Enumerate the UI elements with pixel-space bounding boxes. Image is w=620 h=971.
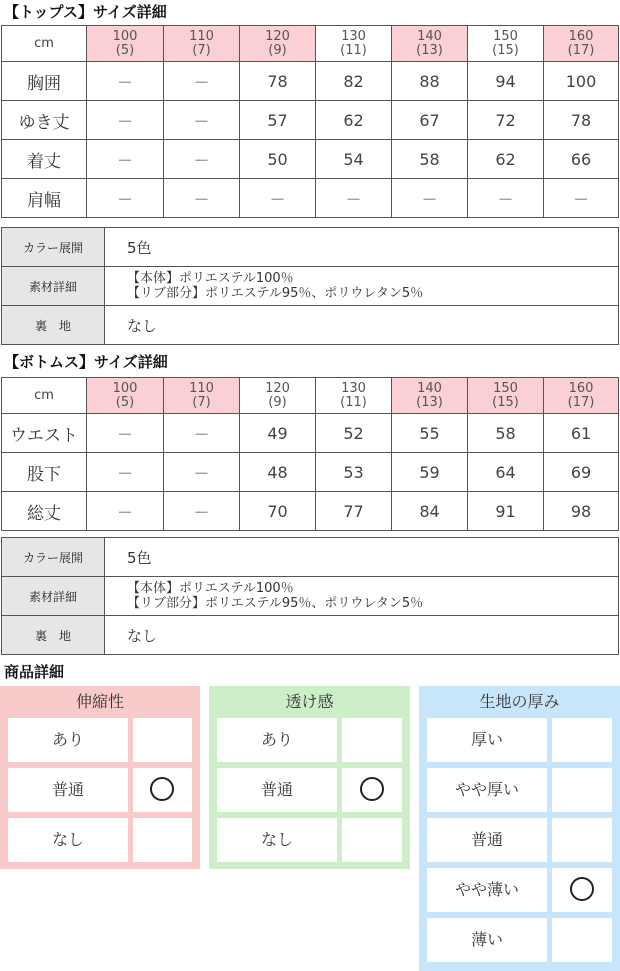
size-header-140 — [392, 378, 468, 414]
option-label: やや薄い — [427, 868, 547, 912]
size-value: 50 — [240, 140, 316, 179]
size-header-140 — [392, 26, 468, 62]
size-value: 78 — [240, 62, 316, 101]
color-label: カラー展開 — [2, 538, 105, 577]
material-value — [105, 577, 619, 616]
bottoms-section-title: 【ボトムス】サイズ詳細 — [4, 353, 168, 371]
size-sub: (7) — [192, 394, 211, 410]
size-header-120 — [240, 26, 316, 62]
row-label: 肩幅 — [2, 179, 87, 218]
size-value: 70 — [240, 492, 316, 531]
row-label: 総丈 — [2, 492, 87, 531]
lining-value: なし — [105, 616, 619, 655]
size-sub: (15) — [492, 394, 519, 410]
option-mark-cell — [552, 718, 612, 762]
size-value: 100 — [544, 62, 619, 101]
size-main: 120 — [265, 380, 290, 396]
size-value: － — [164, 101, 240, 140]
stretch-panel — [0, 686, 200, 869]
size-main: 100 — [112, 28, 138, 44]
size-value: 62 — [316, 101, 392, 140]
size-main: 130 — [341, 380, 366, 396]
color-value: 5色 — [105, 538, 619, 577]
size-sub: (13) — [416, 42, 443, 58]
unit-cell: cm — [2, 26, 87, 62]
material-line-1: 【本体】ポリエステル100％ — [127, 271, 294, 286]
size-sub: (5) — [115, 394, 135, 410]
size-sub: (17) — [567, 42, 595, 58]
material-line-2: 【リブ部分】ポリエステル95％、ポリウレタン5％ — [127, 286, 424, 301]
size-value: － — [87, 62, 164, 101]
size-header-110 — [164, 26, 240, 62]
size-header-160 — [544, 26, 619, 62]
size-value: － — [240, 179, 316, 218]
size-value: 61 — [544, 414, 619, 453]
size-value: － — [164, 179, 240, 218]
size-value: － — [164, 62, 240, 101]
size-main: 140 — [417, 28, 442, 44]
tops-info-table — [1, 227, 619, 345]
material-value — [105, 267, 619, 306]
selected-circle-icon — [570, 877, 594, 901]
option-label: あり — [217, 718, 337, 762]
option-mark-cell — [552, 918, 612, 962]
option-label: 厚い — [427, 718, 547, 762]
size-main: 100 — [112, 380, 138, 396]
row-label: 股下 — [2, 453, 87, 492]
option-mark-cell — [133, 768, 192, 812]
details-section-title: 商品詳細 — [4, 663, 65, 681]
option-mark-cell — [552, 818, 612, 862]
size-header-130 — [316, 378, 392, 414]
option-label: あり — [8, 718, 128, 762]
size-sub: (13) — [416, 394, 443, 410]
size-header-130 — [316, 26, 392, 62]
option-mark-cell — [342, 718, 402, 762]
size-header-100 — [87, 378, 164, 414]
size-value: 62 — [468, 140, 544, 179]
lining-label: 裏 地 — [2, 616, 105, 655]
size-value: 82 — [316, 62, 392, 101]
size-value: 84 — [392, 492, 468, 531]
size-header-100 — [87, 26, 164, 62]
size-sub: (15) — [492, 42, 519, 58]
size-value: 53 — [316, 453, 392, 492]
table-row — [2, 140, 619, 179]
size-value: － — [164, 140, 240, 179]
option-label: 普通 — [427, 818, 547, 862]
material-line-1: 【本体】ポリエステル100％ — [127, 581, 294, 596]
panel-title: 透け感 — [285, 692, 334, 711]
option-mark-cell — [133, 718, 192, 762]
material-label: 素材詳細 — [2, 267, 105, 306]
row-label: ウエスト — [2, 414, 87, 453]
size-value: 88 — [392, 62, 468, 101]
lining-label: 裏 地 — [2, 306, 105, 345]
option-mark-cell — [133, 818, 192, 862]
size-sub: (17) — [567, 394, 595, 410]
size-value: 66 — [544, 140, 619, 179]
table-row — [2, 179, 619, 218]
size-value: 98 — [544, 492, 619, 531]
size-value: 94 — [468, 62, 544, 101]
size-sub: (9) — [268, 42, 287, 58]
option-mark-cell — [552, 768, 612, 812]
option-label: やや厚い — [427, 768, 547, 812]
size-value: － — [316, 179, 392, 218]
size-value: － — [87, 453, 164, 492]
size-value: 57 — [240, 101, 316, 140]
size-value: 78 — [544, 101, 619, 140]
size-value: 55 — [392, 414, 468, 453]
size-value: 52 — [316, 414, 392, 453]
size-main: 150 — [493, 380, 518, 396]
size-main: 110 — [189, 380, 214, 396]
option-label: なし — [217, 818, 337, 862]
table-row — [2, 101, 619, 140]
size-sub: (9) — [268, 394, 287, 410]
size-value: 91 — [468, 492, 544, 531]
size-value: － — [164, 492, 240, 531]
size-main: 140 — [417, 380, 442, 396]
size-sub: (5) — [115, 42, 135, 58]
panel-title: 生地の厚み — [479, 692, 560, 711]
size-header-row — [2, 26, 619, 62]
size-value: － — [164, 414, 240, 453]
size-value: 67 — [392, 101, 468, 140]
size-sub: (11) — [340, 42, 367, 58]
size-value: 58 — [392, 140, 468, 179]
size-value: － — [87, 140, 164, 179]
size-main: 120 — [265, 28, 290, 44]
table-row — [2, 492, 619, 531]
option-label: 普通 — [8, 768, 128, 812]
size-sub: (11) — [340, 394, 367, 410]
size-value: － — [544, 179, 619, 218]
selected-circle-icon — [360, 777, 384, 801]
size-header-110 — [164, 378, 240, 414]
size-value: － — [87, 414, 164, 453]
tops-section-title: 【トップス】サイズ詳細 — [4, 3, 167, 21]
table-row — [2, 414, 619, 453]
size-main: 130 — [341, 28, 366, 44]
sheerness-panel — [209, 686, 410, 869]
size-value: 59 — [392, 453, 468, 492]
tops-size-table — [1, 25, 619, 218]
size-value: － — [87, 179, 164, 218]
selected-circle-icon — [150, 777, 174, 801]
table-row — [2, 62, 619, 101]
size-header-150 — [468, 378, 544, 414]
option-label: なし — [8, 818, 128, 862]
size-value: 77 — [316, 492, 392, 531]
color-label: カラー展開 — [2, 228, 105, 267]
material-line-2: 【リブ部分】ポリエステル95％、ポリウレタン5％ — [127, 596, 424, 611]
size-value: 69 — [544, 453, 619, 492]
unit-cell: cm — [2, 378, 87, 414]
color-value: 5色 — [105, 228, 619, 267]
size-header-160 — [544, 378, 619, 414]
thickness-panel — [419, 686, 620, 971]
row-label: 胸囲 — [2, 62, 87, 101]
option-mark-cell — [342, 818, 402, 862]
size-value: 72 — [468, 101, 544, 140]
option-label: 薄い — [427, 918, 547, 962]
size-main: 160 — [568, 28, 594, 44]
option-mark-cell — [552, 868, 612, 912]
row-label: 着丈 — [2, 140, 87, 179]
size-main: 150 — [493, 28, 518, 44]
size-value: － — [87, 101, 164, 140]
size-sub: (7) — [192, 42, 211, 58]
size-main: 160 — [568, 380, 594, 396]
size-value: 64 — [468, 453, 544, 492]
size-value: － — [468, 179, 544, 218]
bottoms-info-table — [1, 537, 619, 655]
size-header-150 — [468, 26, 544, 62]
option-label: 普通 — [217, 768, 337, 812]
size-value: － — [164, 453, 240, 492]
size-main: 110 — [189, 28, 214, 44]
size-header-row — [2, 378, 619, 414]
panel-title: 伸縮性 — [75, 692, 124, 711]
size-value: － — [392, 179, 468, 218]
material-label: 素材詳細 — [2, 577, 105, 616]
table-row — [2, 453, 619, 492]
bottoms-size-table — [1, 377, 619, 531]
size-value: － — [87, 492, 164, 531]
size-header-120 — [240, 378, 316, 414]
size-value: 54 — [316, 140, 392, 179]
option-mark-cell — [342, 768, 402, 812]
lining-value: なし — [105, 306, 619, 345]
size-value: 49 — [240, 414, 316, 453]
size-value: 48 — [240, 453, 316, 492]
row-label: ゆき丈 — [2, 101, 87, 140]
size-value: 58 — [468, 414, 544, 453]
